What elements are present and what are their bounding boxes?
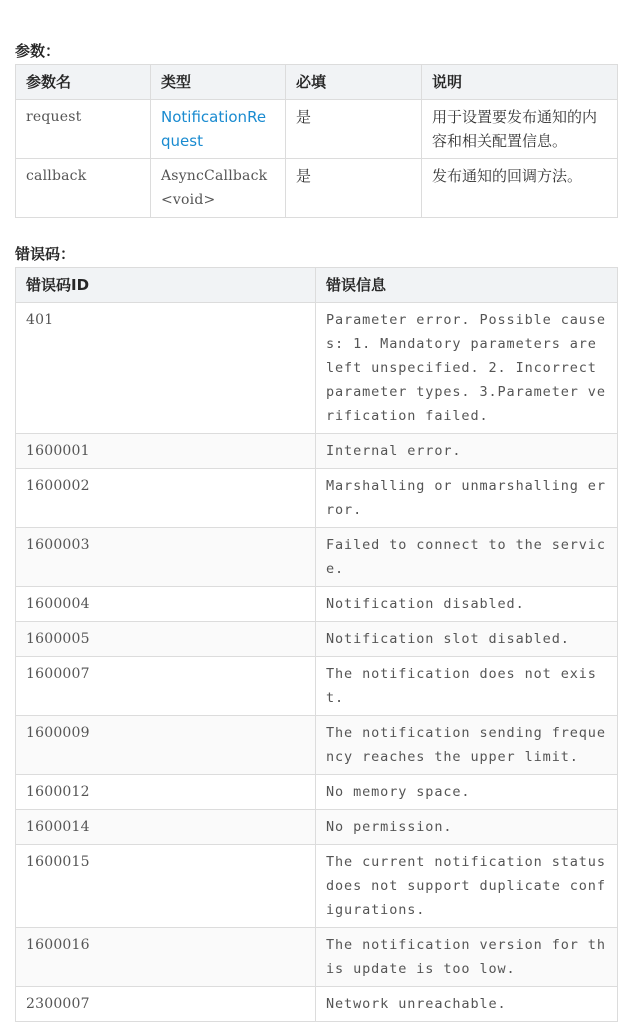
params-header-type: 类型 — [151, 65, 286, 100]
error-message: The notification does not exist. — [316, 657, 618, 716]
error-row — [16, 587, 618, 622]
params-header-row — [16, 65, 618, 100]
params-header-desc: 说明 — [422, 65, 618, 100]
param-row — [16, 159, 618, 218]
error-row — [16, 987, 618, 1022]
error-row — [16, 810, 618, 845]
error-row — [16, 469, 618, 528]
error-code: 1600003 — [16, 528, 316, 587]
param-description: 用于设置要发布通知的内容和相关配置信息。 — [422, 100, 618, 159]
error-code: 2300007 — [16, 987, 316, 1022]
error-code: 1600001 — [16, 434, 316, 469]
params-section-title: 参数： — [15, 42, 61, 60]
error-message: Internal error. — [316, 434, 618, 469]
error-row — [16, 434, 618, 469]
error-row — [16, 928, 618, 987]
error-message: Notification disabled. — [316, 587, 618, 622]
params-header-name: 参数名 — [16, 65, 151, 100]
error-code: 1600012 — [16, 775, 316, 810]
param-name: callback — [16, 159, 151, 218]
error-message: Notification slot disabled. — [316, 622, 618, 657]
param-type-cell — [151, 100, 286, 159]
error-code: 1600002 — [16, 469, 316, 528]
error-code: 1600016 — [16, 928, 316, 987]
error-code: 1600005 — [16, 622, 316, 657]
params-table — [15, 64, 618, 218]
error-code: 1600009 — [16, 716, 316, 775]
error-code: 1600004 — [16, 587, 316, 622]
error-message: The notification sending frequency reaches the upper limit. — [316, 716, 618, 775]
param-type-link[interactable]: NotificationRequest — [161, 108, 267, 150]
error-message: No memory space. — [316, 775, 618, 810]
param-description: 发布通知的回调方法。 — [422, 159, 618, 218]
error-message: Failed to connect to the service. — [316, 528, 618, 587]
errors-header-row — [16, 268, 618, 303]
error-message: Marshalling or unmarshalling error. — [316, 469, 618, 528]
error-row — [16, 303, 618, 434]
error-message: No permission. — [316, 810, 618, 845]
errors-section-title: 错误码： — [15, 245, 76, 263]
error-codes-table — [15, 267, 618, 1022]
error-row — [16, 845, 618, 928]
error-row — [16, 622, 618, 657]
param-name: request — [16, 100, 151, 159]
error-code: 401 — [16, 303, 316, 434]
error-row — [16, 775, 618, 810]
error-row — [16, 528, 618, 587]
error-code: 1600007 — [16, 657, 316, 716]
errors-header-msg: 错误信息 — [316, 268, 618, 303]
error-code: 1600014 — [16, 810, 316, 845]
param-type: AsyncCallback<void> — [151, 159, 286, 218]
param-required: 是 — [286, 100, 422, 159]
error-message: The current notification status does not support duplicate configurations. — [316, 845, 618, 928]
error-row — [16, 657, 618, 716]
error-code: 1600015 — [16, 845, 316, 928]
error-row — [16, 716, 618, 775]
error-message: Network unreachable. — [316, 987, 618, 1022]
error-message: The notification version for this update is too low. — [316, 928, 618, 987]
errors-header-code: 错误码ID — [16, 268, 316, 303]
param-row — [16, 100, 618, 159]
param-required: 是 — [286, 159, 422, 218]
params-header-required: 必填 — [286, 65, 422, 100]
error-message: Parameter error. Possible causes: 1. Mandatory parameters are left unspecified. 2. Incorrect parameter types. 3.Parameter verification failed. — [316, 303, 618, 434]
